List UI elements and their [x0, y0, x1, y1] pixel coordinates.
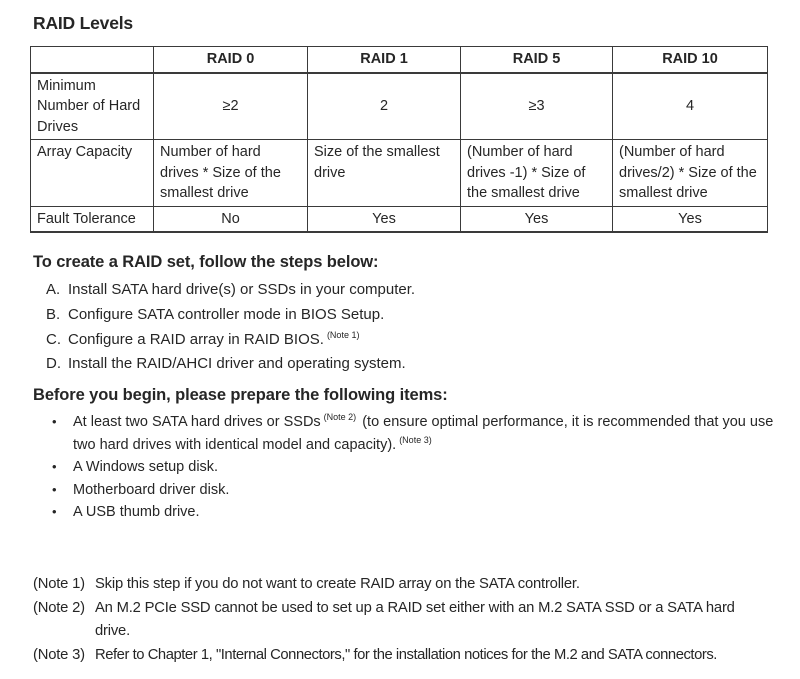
bullet-text: A USB thumb drive. [73, 504, 200, 521]
cell-fault-raid0: No [154, 206, 308, 232]
bullet-icon: • [52, 459, 57, 475]
footnote-label: (Note 1) [33, 576, 85, 592]
prepare-heading: Before you begin, please prepare the following items: [33, 386, 448, 404]
cell-min-raid0: ≥2 [154, 73, 308, 140]
footnote-2 [33, 597, 795, 644]
create-raid-section [33, 253, 781, 377]
list-item-step-a [33, 278, 781, 303]
step-text: Install SATA hard drive(s) or SSDs in your computer. [68, 281, 416, 298]
page-title: RAID Levels [33, 13, 133, 33]
table-header-raid0: RAID 0 [154, 47, 308, 73]
table-row-array-capacity [31, 140, 768, 207]
raid-levels-table [30, 46, 768, 233]
table-row-fault-tolerance [31, 206, 768, 232]
cell-min-raid5: ≥3 [461, 73, 613, 140]
table-header-raid10: RAID 10 [613, 47, 768, 73]
row-label-array-capacity: Array Capacity [31, 140, 154, 207]
step-label: D. [46, 355, 61, 373]
bullet-icon: • [52, 504, 57, 520]
footnote-3 [33, 644, 795, 668]
footnote-text: Skip this step if you do not want to create RAID array on the SATA controller. [95, 576, 580, 592]
prepare-list [33, 411, 783, 524]
footnote-text: Refer to Chapter 1, "Internal Connectors," for the installation notices for the M.2 and SATA connectors. [95, 646, 717, 663]
before-you-begin-section [33, 386, 783, 524]
note-reference: (Note 3) [399, 434, 432, 445]
cell-capacity-raid5: (Number of hard drives -1) * Size of the smallest drive [461, 140, 613, 207]
footnote-1 [33, 573, 795, 597]
bullet-text: At least two SATA hard drives or SSDs $^{(Note 2)}$ (to ensure optimal performance, it is recommended that you use two hard drives with identical model and capacity). $^{(Note 3)}$ [73, 412, 774, 453]
row-label-fault-tolerance: Fault Tolerance [31, 206, 154, 232]
footnote-label: (Note 3) [33, 646, 85, 663]
steps-heading: To create a RAID set, follow the steps below: [33, 253, 379, 271]
cell-min-raid10: 4 [613, 73, 768, 140]
note-reference: (Note 2) [323, 412, 357, 423]
step-text: Install the RAID/AHCI driver and operating system. [68, 355, 406, 373]
table-header-raid1: RAID 1 [308, 47, 461, 73]
list-item-usb-drive [33, 501, 783, 524]
list-item-step-c [33, 328, 781, 353]
bullet-text: A Windows setup disk. [73, 459, 219, 476]
cell-capacity-raid1: Size of the smallest drive [308, 140, 461, 207]
footnote-label: (Note 2) [33, 599, 85, 616]
footnotes [33, 573, 795, 667]
table-header-blank [31, 47, 154, 73]
step-label: C. [46, 330, 61, 348]
step-label: A. [46, 281, 61, 298]
table-header-raid5: RAID 5 [461, 47, 613, 73]
list-item-drives [33, 411, 783, 456]
step-label: B. [46, 305, 61, 323]
bullet-icon: • [52, 481, 57, 497]
steps-list [33, 278, 781, 377]
row-label-min-drives: Minimum Number of Hard Drives [31, 73, 154, 140]
list-item-step-b [33, 303, 781, 328]
cell-fault-raid10: Yes [613, 206, 768, 232]
cell-fault-raid1: Yes [308, 206, 461, 232]
bullet-icon: • [52, 414, 57, 429]
list-item-windows-disk [33, 456, 783, 479]
note-reference: (Note 1) [326, 329, 360, 340]
cell-capacity-raid0: Number of hard drives * Size of the smallest drive [154, 140, 308, 207]
step-text: Configure SATA controller mode in BIOS Setup. [68, 305, 385, 323]
cell-min-raid1: 2 [308, 73, 461, 140]
cell-fault-raid5: Yes [461, 206, 613, 232]
list-item-step-d [33, 352, 781, 377]
bullet-text: Motherboard driver disk. [73, 481, 230, 498]
table-row-min-drives [31, 73, 768, 140]
table-header-row [31, 47, 768, 73]
cell-capacity-raid10: (Number of hard drives/2) * Size of the smallest drive [613, 140, 768, 207]
list-item-driver-disk [33, 479, 783, 502]
footnote-text: An M.2 PCIe SSD cannot be used to set up a RAID set either with an M.2 SATA SSD or a SATA hard drive. [95, 599, 735, 639]
step-text: Configure a RAID array in RAID BIOS. $^{(Note 1)}$ [68, 329, 360, 348]
